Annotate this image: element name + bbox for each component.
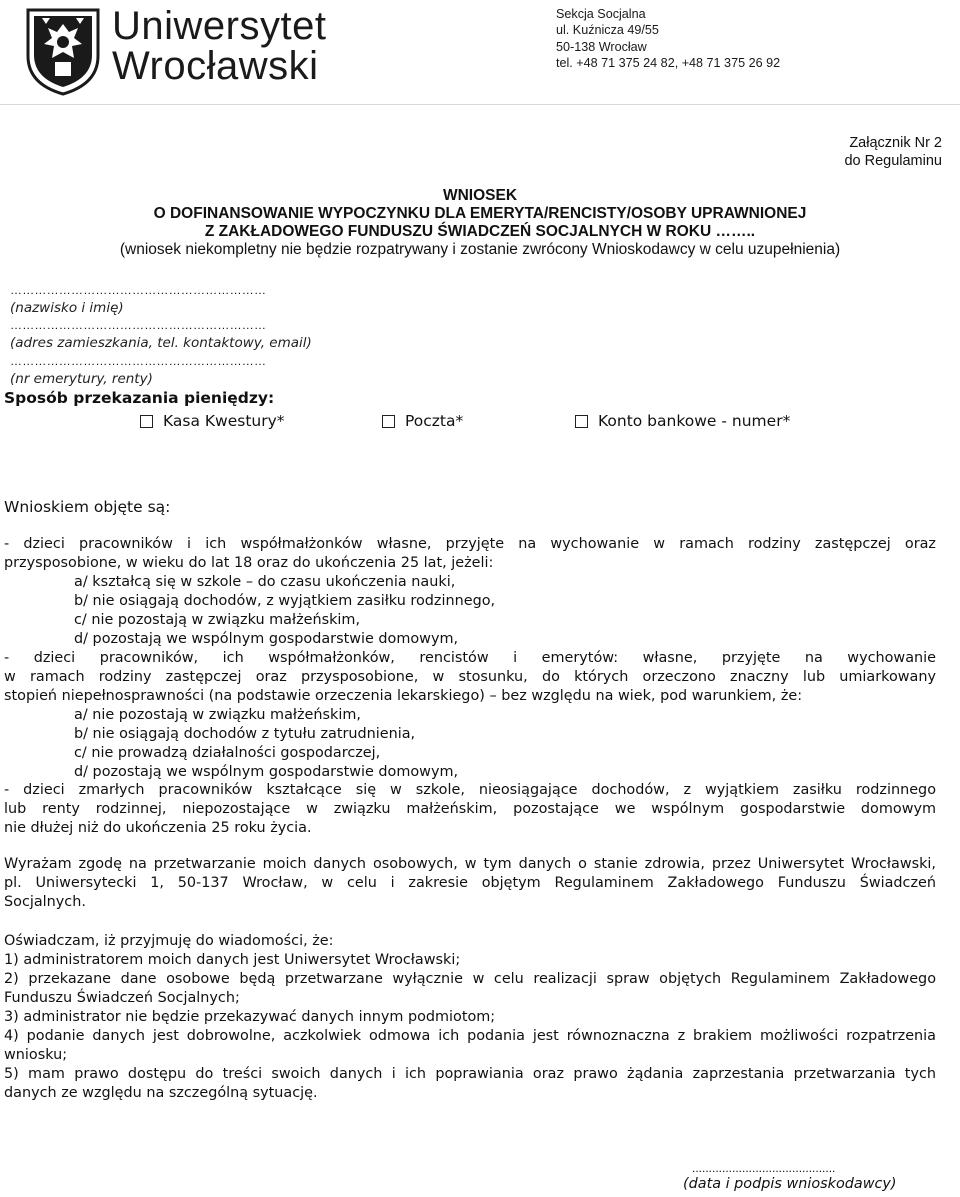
checkbox-icon[interactable] — [382, 415, 395, 428]
covered-p1-item: c/ nie pozostają w związku małżeńskim, — [74, 612, 361, 628]
form-subtitle-line2: Z ZAKŁADOWEGO FUNDUSZU ŚWIADCZEŃ SOCJALNYCH W ROKU …….. — [204, 223, 756, 240]
address-field-dots[interactable]: ……………………………………………………… — [10, 318, 267, 332]
option-cashier[interactable] — [140, 412, 285, 430]
declaration-item-1: 1) administratorem moich danych jest Uniwersytet Wrocławski; — [4, 952, 461, 968]
checkbox-icon[interactable] — [140, 415, 153, 428]
checkbox-icon[interactable] — [575, 415, 588, 428]
option-label: Kasa Kwestury* — [163, 412, 285, 430]
address-line: Sekcja Socjalna — [556, 7, 646, 21]
form-title: WNIOSEK — [442, 187, 518, 204]
university-logo — [22, 4, 104, 96]
covered-p2-line2: w ramach rodziny zastępczej oraz przysposobione, w stosunku, do których orzeczono znaczny lub umiarkowany — [4, 669, 936, 685]
declaration-item-2-line2: Funduszu Świadczeń Socjalnych; — [4, 990, 240, 1006]
covered-p2-item: b/ nie osiągają dochodów z tytułu zatrudnienia, — [74, 726, 416, 742]
option-label: Poczta* — [405, 412, 464, 430]
declaration-item-4-line2: wniosku; — [4, 1047, 68, 1063]
office-address — [556, 6, 780, 72]
university-name-line1: Uniwersytet — [112, 4, 327, 48]
address-line: ul. Kuźnicza 49/55 — [556, 23, 659, 38]
name-field-dots[interactable]: ……………………………………………………… — [10, 283, 267, 297]
declaration-item-5-line1: 5) mam prawo dostępu do treści swoich danych i ich poprawiania oraz prawo żądania zaprzestania przetwarzania tych — [4, 1066, 936, 1082]
signature-label: (data i podpis wnioskodawcy) — [683, 1176, 897, 1192]
consent-line2: pl. Uniwersytecki 1, 50-137 Wrocław, w celu i zakresie objętym Regulaminem Zakładowego Funduszu Świadczeń — [4, 875, 936, 891]
covered-p3-line1: - dzieci zmarłych pracowników kształcące się w szkole, nieosiągające dochodów, z wyjątkiem zasiłku rodzinnego — [4, 782, 936, 798]
covered-p2-line1: - dzieci pracowników, ich współmałżonków, rencistów i emerytów: własne, przyjęte na wychowanie — [4, 650, 936, 666]
declaration-item-4-line1: 4) podanie danych jest dobrowolne, aczkolwiek odmowa ich podania jest równoznaczna z brakiem możliwości rozpatrzenia — [4, 1028, 936, 1044]
address-line: tel. +48 71 375 24 82, +48 71 375 26 92 — [556, 56, 781, 71]
annex-line2: do Regulaminu — [844, 153, 942, 169]
annex-line1: Załącznik Nr 2 — [849, 135, 942, 151]
covered-heading: Wnioskiem objęte są: — [4, 498, 171, 516]
name-field-hint: (nazwisko i imię) — [10, 300, 124, 316]
covered-p2-item: d/ pozostają we wspólnym gospodarstwie domowym, — [74, 764, 459, 780]
header-divider — [0, 104, 960, 105]
declaration-item-3: 3) administrator nie będzie przekazywać danych innym podmiotom; — [4, 1009, 496, 1025]
covered-p1-line1: - dzieci pracowników i ich współmałżonków własne, przyjęte na wychowanie w ramach rodziny zastępczej oraz — [4, 536, 936, 552]
covered-p1-item: a/ kształcą się w szkole – do czasu ukończenia nauki, — [74, 574, 456, 590]
address-line: 50-138 Wrocław — [556, 39, 647, 54]
pension-field-dots[interactable]: ……………………………………………………… — [10, 354, 267, 368]
pension-field-hint: (nr emerytury, renty) — [10, 371, 153, 387]
covered-p3-line3: nie dłużej niż do ukończenia 25 roku życia. — [4, 820, 312, 836]
form-note: (wniosek niekompletny nie będzie rozpatrywany i zostanie zwrócony Wnioskodawcy w celu uzupełnienia) — [119, 241, 841, 258]
declaration-intro: Oświadczam, iż przyjmuję do wiadomości, że: — [4, 933, 334, 949]
covered-p1-line2: przysposobione, w wieku do lat 18 oraz do ukończenia 25 lat, jeżeli: — [4, 555, 494, 571]
signature-dots[interactable]: ........................................... — [692, 1161, 836, 1175]
option-label: Konto bankowe - numer* — [598, 412, 791, 430]
payment-method-heading: Sposób przekazania pieniędzy: — [4, 389, 275, 407]
covered-p2-item: a/ nie pozostają w związku małżeńskim, — [74, 707, 361, 723]
declaration-item-2-line1: 2) przekazane dane osobowe będą przetwarzane wyłącznie w celu realizacji spraw objętych Regulaminem Zakładowego — [4, 971, 936, 987]
address-field-hint: (adres zamieszkania, tel. kontaktowy, email) — [10, 335, 312, 351]
covered-p1-item: b/ nie osiągają dochodów, z wyjątkiem zasiłku rodzinnego, — [74, 593, 496, 609]
covered-p2-line3: stopień niepełnosprawności (na podstawie orzeczenia lekarskiego) – bez względu na wiek, pod warunkiem, że: — [4, 688, 803, 704]
declaration-item-5-line2: danych ze względu na szczególną sytuację. — [4, 1085, 318, 1101]
option-bank-account[interactable] — [575, 412, 790, 430]
consent-line3: Socjalnych. — [4, 894, 86, 910]
covered-p3-line2: lub renty rodzinnej, niepozostające w związku małżeńskim, pozostające we wspólnym gospodarstwie domowym — [4, 801, 936, 817]
consent-line1: Wyrażam zgodę na przetwarzanie moich danych osobowych, w tym danych o stanie zdrowia, przez Uniwersytet Wrocławski, — [4, 856, 936, 872]
covered-p2-item: c/ nie prowadzą działalności gospodarczej, — [74, 745, 381, 761]
option-post[interactable] — [382, 412, 463, 430]
covered-p1-item: d/ pozostają we wspólnym gospodarstwie domowym, — [74, 631, 459, 647]
university-name-line2: Wrocławski — [112, 44, 319, 88]
form-subtitle-line1: O DOFINANSOWANIE WYPOCZYNKU DLA EMERYTA/RENCISTY/OSOBY UPRAWNIONEJ — [153, 205, 807, 222]
annex-label — [780, 134, 942, 170]
